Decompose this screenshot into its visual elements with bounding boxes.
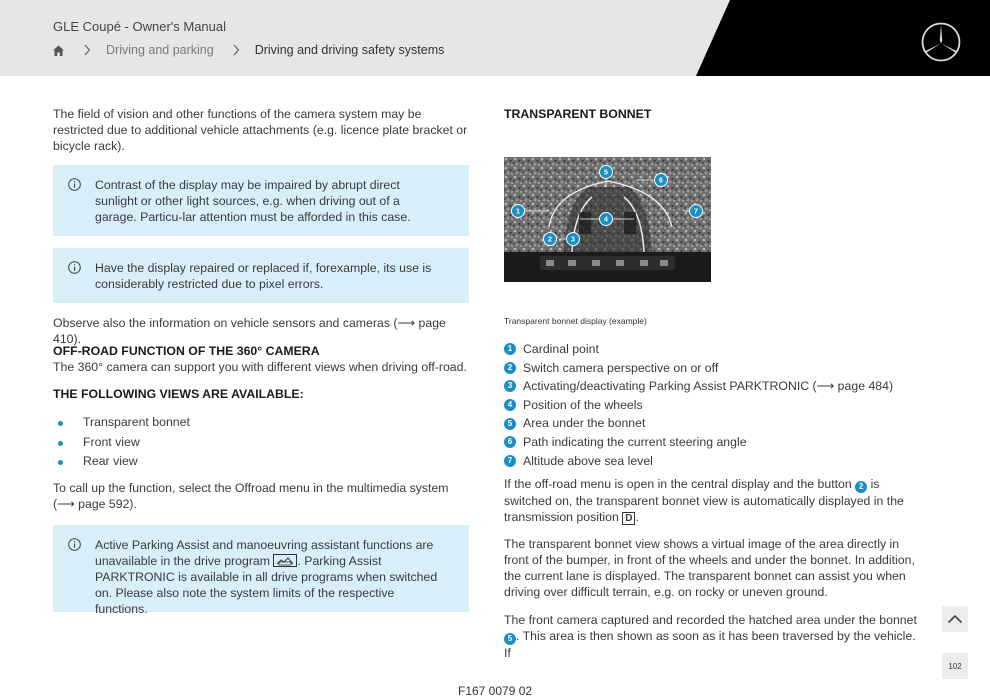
number-badge: 3: [504, 380, 516, 392]
transmission-d-key: D: [622, 512, 635, 525]
legend-list: [504, 340, 893, 470]
page-number: 102: [948, 661, 962, 671]
info-icon: [68, 261, 81, 274]
info-note: [53, 525, 469, 616]
mercedes-star-logo[interactable]: [920, 21, 962, 63]
number-badge: 2: [855, 481, 867, 493]
front-camera-paragraph: The front camera captured and recorded the hatched area under the bonnet 5 . This area is then shown as soon as it has been traversed by the vehicle. If: [504, 613, 917, 660]
breadcrumb: [52, 42, 444, 58]
legend-item: 6 Path indicating the current steering angle: [504, 433, 893, 452]
note-text: Active Parking Assist and manoeuvring assistant functions are unavailable in the drive program . Parking Assist PARKTRONIC is available in all drive programs when switched on. Please also note the system limits of the respective functions.: [95, 538, 438, 616]
legend-item: 3 Activating/deactivating Parking Assist PARKTRONIC (⟶ page 484): [504, 377, 893, 396]
note-text: Contrast of the display may be impaired by abrupt direct sunlight or other light sources, e.g. when driving out of a garage. Particu-lar attention must be afforded in this case.: [95, 178, 411, 224]
number-badge: 5: [504, 418, 516, 430]
number-badge: 4: [504, 399, 516, 411]
offroad-paragraph: The 360° camera can support you with different views when driving off-road.: [53, 360, 467, 374]
list-item: Transparent bonnet: [58, 413, 190, 433]
legend-item: 2 Switch camera perspective on or off: [504, 359, 893, 378]
page-number-button[interactable]: [942, 653, 968, 679]
off-road-menu-paragraph: If the off-road menu is open in the central display and the button 2 is switched on, the transparent bonnet view is automatically displayed in the transmission position D .: [504, 477, 904, 524]
svg-text:7: 7: [694, 208, 698, 216]
info-icon: [68, 178, 81, 191]
chevron-up-icon: [947, 614, 963, 624]
offroad-heading: OFF-ROAD FUNCTION OF THE 360° CAMERA: [53, 344, 320, 358]
intro-paragraph: The field of vision and other functions of the camera system may be restricted due to additional vehicle attachments (e.g. licence plate bracket or bicycle rack).: [53, 107, 468, 153]
breadcrumb-driving-and-parking[interactable]: Driving and parking: [106, 43, 214, 57]
drive-program-icon: [273, 554, 297, 567]
svg-text:4: 4: [604, 216, 608, 224]
note-text: Have the display repaired or replaced if, forexample, its use is considerably restricted due to pixel errors.: [95, 261, 432, 291]
home-icon[interactable]: [52, 44, 65, 57]
transparent-bonnet-display-image: [504, 157, 711, 282]
breadcrumb-current-page: Driving and driving safety systems: [254, 43, 445, 57]
info-note: [53, 248, 469, 303]
number-badge: 6: [504, 436, 516, 448]
chevron-right-icon: [232, 44, 240, 56]
figure-code: F167 0079 02: [458, 684, 533, 698]
svg-text:2: 2: [548, 236, 552, 244]
number-badge: 5: [504, 633, 516, 645]
legend-item: 5 Area under the bonnet: [504, 414, 893, 433]
svg-text:3: 3: [571, 236, 575, 244]
legend-item: 7 Altitude above sea level: [504, 452, 893, 471]
manual-title: GLE Coupé - Owner's Manual: [53, 19, 227, 34]
views-list: [58, 413, 190, 472]
scroll-to-top-button[interactable]: [942, 606, 968, 632]
list-item: Rear view: [58, 452, 190, 472]
number-badge: 2: [504, 362, 516, 374]
page-header: [0, 0, 990, 76]
section-heading: TRANSPARENT BONNET: [504, 107, 652, 121]
legend-item: 1 Cardinal point: [504, 340, 893, 359]
image-caption: Transparent bonnet display (example): [504, 316, 647, 326]
views-heading: THE FOLLOWING VIEWS ARE AVAILABLE:: [53, 387, 304, 401]
observe-paragraph: Observe also the information on vehicle sensors and cameras (⟶ page 410).: [53, 316, 446, 346]
number-badge: 7: [504, 455, 516, 467]
call-up-paragraph: To call up the function, select the Offroad menu in the multimedia system (⟶ page 592).: [53, 481, 449, 511]
chevron-right-icon: [83, 44, 91, 56]
svg-text:1: 1: [516, 208, 520, 216]
info-note: [53, 165, 469, 236]
number-badge: 1: [504, 343, 516, 355]
legend-item: 4 Position of the wheels: [504, 396, 893, 415]
svg-text:5: 5: [604, 169, 608, 177]
info-icon: [68, 538, 81, 551]
list-item: Front view: [58, 433, 190, 453]
bonnet-view-paragraph: The transparent bonnet view shows a virtual image of the area directly in front of the bumper, in front of the wheels and under the bonnet. In addition, the current lane is displayed. The transparent bonnet can assist you when driving over difficult terrain, e.g. on rocky or uneven ground.: [504, 537, 915, 599]
svg-text:6: 6: [659, 177, 663, 185]
